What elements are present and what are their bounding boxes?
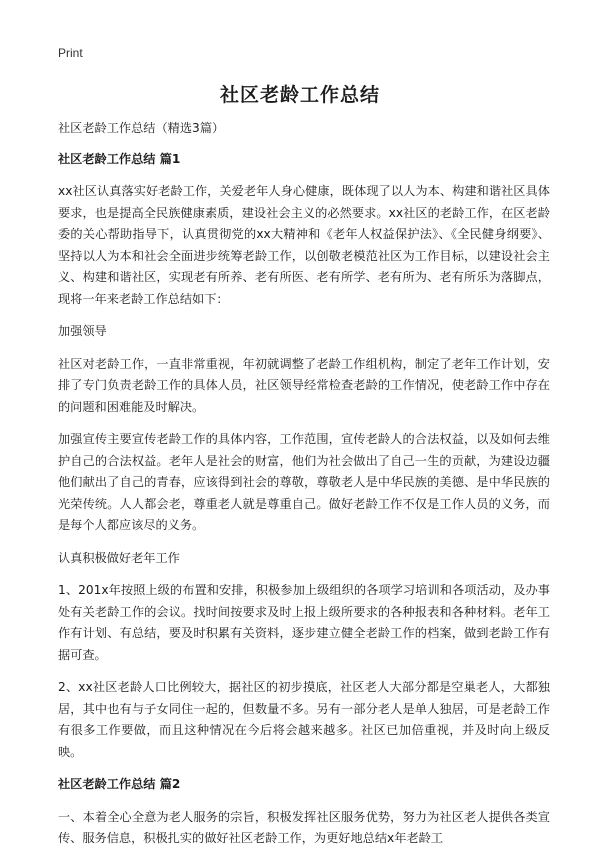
section-heading: 社区老龄工作总结 篇2 (58, 777, 181, 791)
subsection-heading: 认真积极做好老年工作 (58, 550, 180, 565)
page-title: 社区老龄工作总结 (219, 84, 380, 106)
document-subtitle: 社区老龄工作总结（精选3篇） (58, 121, 225, 135)
print-link[interactable]: Print (58, 46, 83, 60)
paragraph: 一、本着全心全意为老人服务的宗旨，积极发挥社区服务优势，努力为社区老人提供各类宣传、服务信息，积极扎实的做好社区老龄工作，为更好地总结x年老龄工 (58, 809, 550, 845)
paragraph: 加强宣传主要宣传老龄工作的具体内容，工作范围，宣传老龄人的合法权益，以及如何去维护自己的合法权益。老年人是社会的财富，他们为社会做出了自己一生的贡献，为建设边疆他们献出了自己的青春，应该得到社会的尊敬，尊敬老人是中华民族的美德、是中华民族的光荣传统。人人都会老，尊重老人就是尊重自己。做好老龄工作不仅是工作人员的义务，而是每个人都应该尽的义务。 (58, 432, 550, 532)
paragraph: 1、201x年按照上级的布置和安排，积极参加上级组织的各项学习培训和各项活动，及办事处有关老龄工作的会议。找时间按要求及时上报上级所要求的各种报表和各种材料。老年工作有计划、有总结，要及时积累有关资料，逐步建立健全老龄工作的档案，做到老龄工作有据可查。 (58, 583, 550, 662)
section-heading: 社区老龄工作总结 篇1 (58, 151, 181, 166)
subsection-heading: 加强领导 (58, 324, 107, 338)
paragraph: xx社区认真落实好老龄工作，关爱老年人身心健康，既体现了以人为本、构建和谐社区具体要求，也是提高全民族健康素质，建设社会主义的必然要求。xx社区的老龄工作，在区老龄委的关心帮助指导下，认真贯彻党的xx大精神和《老年人权益保护法》、《全民健身纲要》、坚持以人为本和社会全面进步统筹老龄工作，以创敬老模范社区为工作目标，以建设社会主义、构建和谐社区，实现老有所养、老有所医、老有所学、老有所为、老有所乐为落脚点，现将一年来老龄工作总结如下： (58, 184, 550, 306)
paragraph: 社区对老龄工作，一直非常重视，年初就调整了老龄工作组机构，制定了老年工作计划，安排了专门负责老龄工作的具体人员，社区领导经常检查老龄的工作情况，使老龄工作中存在的问题和困难能及时解决。 (58, 356, 550, 414)
paragraph: 2、xx社区老龄人口比例较大，据社区的初步摸底，社区老人大部分都是空巢老人，大都独居，其中也有与子女同住一起的，但数量不多。另有一部分老人是单人独居，可是老龄工作有很多工作要做，而且这种情况在今后将会越来越多。社区已加倍重视，并及时向上级反映。 (58, 680, 550, 759)
document-body (58, 118, 550, 861)
